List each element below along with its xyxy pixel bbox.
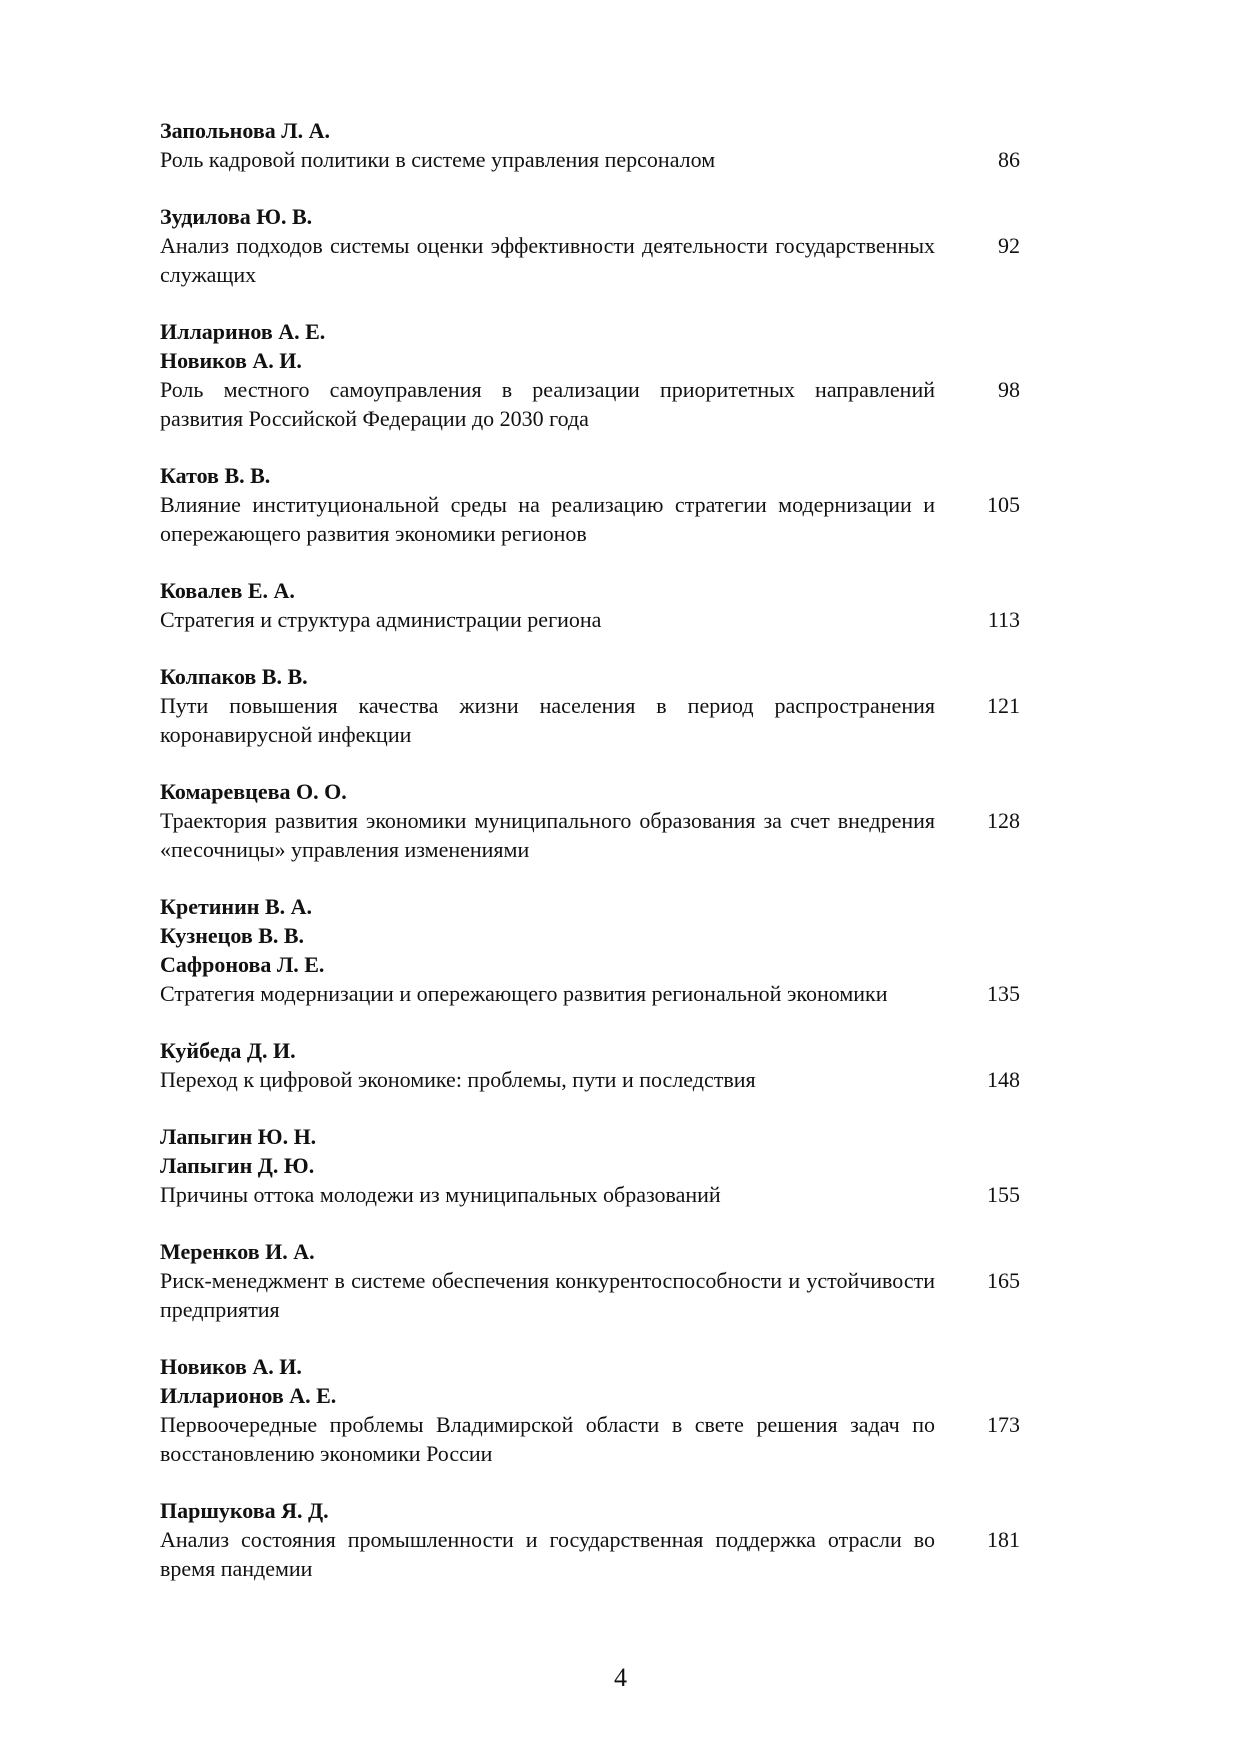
author-name: Комаревцева О. О. <box>160 779 347 804</box>
page-ref: 181 <box>987 1527 1020 1552</box>
article-title: Риск-менеджмент в системе обеспечения конкурентоспособности и устойчивости предприятия <box>160 1268 935 1322</box>
author-name: Лапыгин Д. Ю. <box>160 1153 315 1178</box>
toc-entry <box>160 1237 1020 1324</box>
page-ref: 155 <box>987 1182 1020 1207</box>
article-title: Анализ состояния промышленности и государственная поддержка отрасли во время пандемии <box>160 1527 935 1581</box>
toc-entry <box>160 202 1020 289</box>
author-name: Катов В. В. <box>160 463 271 488</box>
article-title: Анализ подходов системы оценки эффективности деятельности государственных служащих <box>160 233 935 287</box>
article-title: Первоочередные проблемы Владимирской области в свете решения задач по восстановлению экономики России <box>160 1412 935 1466</box>
author-name: Новиков А. И. <box>160 348 302 373</box>
article-title: Причины оттока молодежи из муниципальных образований <box>160 1182 721 1207</box>
toc-entry <box>160 1036 1020 1094</box>
page-ref: 105 <box>987 492 1020 517</box>
page-ref: 128 <box>987 808 1020 833</box>
page-ref: 113 <box>987 607 1020 632</box>
toc-entry <box>160 116 1020 174</box>
toc-entry <box>160 777 1020 864</box>
article-title: Пути повышения качества жизни населения в период распространения коронавирусной инфекции <box>160 693 935 747</box>
author-name: Зудилова Ю. В. <box>160 204 313 229</box>
toc-entry <box>160 576 1020 634</box>
page-number: 4 <box>614 1663 627 1692</box>
author-name: Илларионов А. Е. <box>160 1383 337 1408</box>
author-name: Ковалев Е. А. <box>160 578 295 603</box>
page-ref: 135 <box>987 981 1020 1006</box>
article-title: Роль кадровой политики в системе управления персоналом <box>160 147 716 172</box>
page-ref: 148 <box>987 1067 1020 1092</box>
table-of-contents <box>160 116 1020 1611</box>
page-ref: 173 <box>987 1412 1020 1437</box>
article-title: Стратегия и структура администрации региона <box>160 607 602 632</box>
toc-entry <box>160 892 1020 1008</box>
toc-entry <box>160 662 1020 749</box>
page-ref: 165 <box>987 1268 1020 1293</box>
author-name: Меренков И. А. <box>160 1239 315 1264</box>
toc-entry <box>160 1352 1020 1468</box>
toc-entry <box>160 1122 1020 1209</box>
toc-entry <box>160 461 1020 548</box>
author-name: Запольнова Л. А. <box>160 118 330 143</box>
author-name: Илларинов А. Е. <box>160 319 326 344</box>
author-name: Кретинин В. А. <box>160 894 313 919</box>
author-name: Паршукова Я. Д. <box>160 1498 329 1523</box>
author-name: Лапыгин Ю. Н. <box>160 1124 317 1149</box>
toc-entry <box>160 1496 1020 1583</box>
author-name: Сафронова Л. Е. <box>160 952 325 977</box>
article-title: Переход к цифровой экономике: проблемы, пути и последствия <box>160 1067 756 1092</box>
toc-entry <box>160 317 1020 433</box>
page-ref: 92 <box>998 233 1020 258</box>
author-name: Колпаков В. В. <box>160 664 308 689</box>
author-name: Кузнецов В. В. <box>160 923 305 948</box>
page-ref: 86 <box>998 147 1020 172</box>
page-ref: 121 <box>987 693 1020 718</box>
article-title: Роль местного самоуправления в реализации приоритетных направлений развития Российской Федерации до 2030 года <box>160 377 935 431</box>
page-ref: 98 <box>998 377 1020 402</box>
author-name: Новиков А. И. <box>160 1354 302 1379</box>
author-name: Куйбеда Д. И. <box>160 1038 296 1063</box>
article-title: Траектория развития экономики муниципального образования за счет внедрения «песочницы» управления изменениями <box>160 808 935 862</box>
article-title: Влияние институциональной среды на реализацию стратегии модернизации и опережающего развития экономики регионов <box>160 492 935 546</box>
article-title: Стратегия модернизации и опережающего развития региональной экономики <box>160 981 888 1006</box>
